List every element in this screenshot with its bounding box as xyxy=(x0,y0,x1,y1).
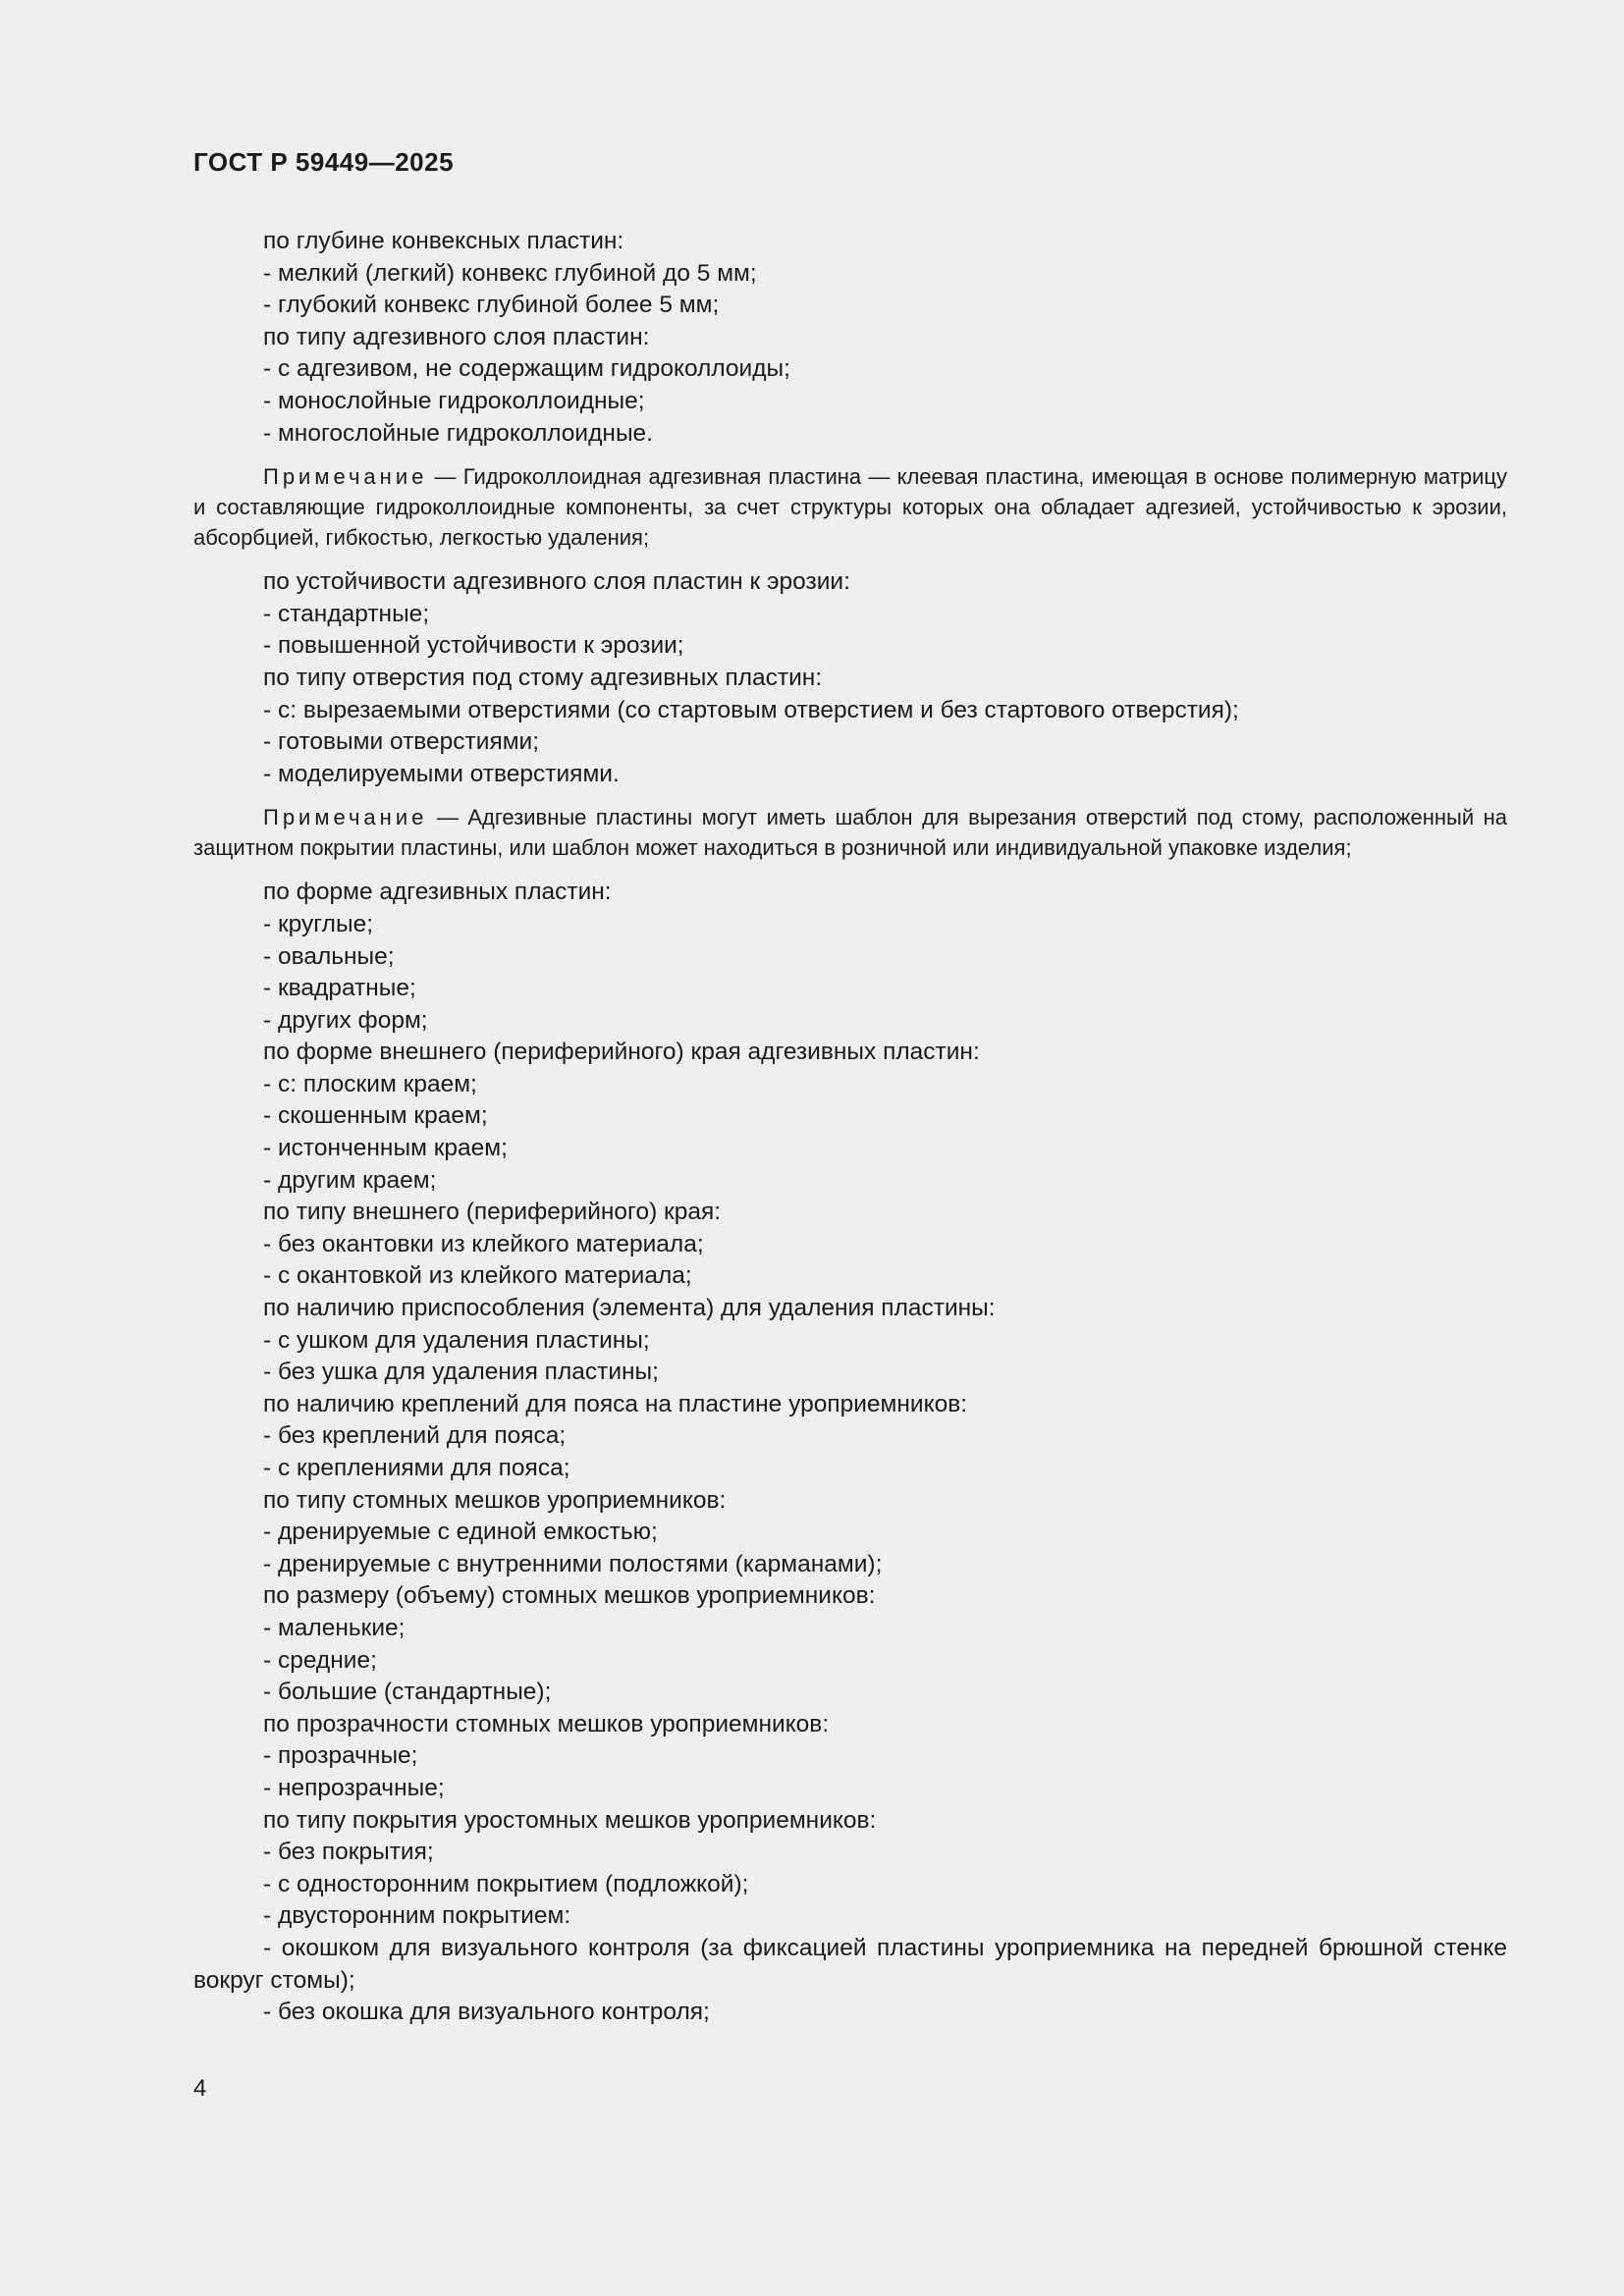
list-item: по типу адгезивного слоя пластин: xyxy=(263,323,650,350)
list-item: - многослойные гидроколлоидные. xyxy=(263,419,653,447)
list-item: - круглые; xyxy=(263,910,374,937)
list-item: - прозрачные; xyxy=(263,1742,418,1770)
list-item: по устойчивости адгезивного слоя пластин к эрозии: xyxy=(263,568,850,596)
list-item: - без покрытия; xyxy=(263,1839,434,1866)
note-text: — Гидроколлоидная адгезивная пластина — клеевая пластина, имеющая в основе полимерную матрицу и составляющие гидроколлоидные компоненты, за счет структуры которых она обладает адгезией, устойчивостью к эрозии, абсорбцией, гибкостью, легкостью удаления; xyxy=(193,464,1507,551)
classification-list-erosion-openings xyxy=(193,566,1507,790)
list-item: - стандартные; xyxy=(263,600,430,627)
document-body xyxy=(193,226,1507,2029)
list-item: - повышенной устойчивости к эрозии; xyxy=(263,632,684,660)
list-item: - с: плоским краем; xyxy=(263,1070,477,1097)
list-item: по глубине конвексных пластин: xyxy=(263,228,624,254)
list-item: - непрозрачные; xyxy=(263,1774,445,1801)
note-text: — Адгезивные пластины могут иметь шаблон для вырезания отверстий под стому, расположенный на защитном покрытии пластины, или шаблон может находиться в розничной или индивидуальной упаковке изделия; xyxy=(193,805,1507,861)
list-item: по типу внешнего (периферийного) края: xyxy=(263,1199,722,1226)
list-item: - с: вырезаемыми отверстиями (со стартовым отверстием и без стартового отверстия); xyxy=(263,696,1239,723)
list-item: - монослойные гидроколлоидные; xyxy=(263,387,645,414)
list-item: - других форм; xyxy=(263,1006,428,1034)
list-item: - квадратные; xyxy=(263,975,416,1002)
classification-list-shape-bags xyxy=(193,877,1507,1933)
list-item: - с ушком для удаления пластины; xyxy=(263,1326,650,1354)
list-item: - большие (стандартные); xyxy=(263,1679,552,1706)
list-item: по форме внешнего (периферийного) края адгезивных пластин: xyxy=(263,1039,980,1066)
list-item: - скошенным краем; xyxy=(263,1102,488,1130)
list-item: - двусторонним покрытием: xyxy=(263,1902,571,1930)
list-item: - моделируемыми отверстиями. xyxy=(263,760,620,787)
document-header: ГОСТ Р 59449—2025 xyxy=(193,147,455,177)
list-item: - средние; xyxy=(263,1646,377,1674)
list-item: - с креплениями для пояса; xyxy=(263,1455,570,1481)
list-item: - дренируемые с единой емкостью; xyxy=(263,1519,658,1546)
page-number: 4 xyxy=(193,2075,207,2102)
note-template xyxy=(193,802,1507,863)
list-item: - мелкий (легкий) конвекс глубиной до 5 мм; xyxy=(263,259,757,287)
list-item: - дренируемые с внутренними полостями (карманами); xyxy=(263,1550,883,1577)
list-item: - без ушка для удаления пластины; xyxy=(263,1359,659,1386)
list-item-no-window: - без окошка для визуального контроля; xyxy=(263,1999,710,2026)
list-item: по наличию приспособления (элемента) для удаления пластины: xyxy=(263,1295,996,1322)
list-item: - готовыми отверстиями; xyxy=(263,728,540,756)
note-label: Примечание xyxy=(263,805,428,830)
list-item: - с односторонним покрытием (подложкой); xyxy=(263,1870,749,1897)
list-item: по прозрачности стомных мешков уроприемников: xyxy=(263,1710,830,1737)
list-item: - маленькие; xyxy=(263,1614,406,1641)
list-item: - с адгезивом, не содержащим гидроколлоиды; xyxy=(263,355,790,383)
list-item: - без креплений для пояса; xyxy=(263,1422,567,1450)
note-label: Примечание xyxy=(263,464,428,490)
list-item: по типу покрытия уростомных мешков уроприемников: xyxy=(263,1806,877,1834)
list-item: по форме адгезивных пластин: xyxy=(263,879,612,906)
list-item: по типу стомных мешков уроприемников: xyxy=(263,1486,727,1514)
list-item: - другим краем; xyxy=(263,1166,437,1194)
list-item: - овальные; xyxy=(263,942,395,970)
list-item: - с окантовкой из клейкого материала; xyxy=(263,1262,692,1290)
list-item: по типу отверстия под стому адгезивных пластин: xyxy=(263,664,823,691)
list-item: - истонченным краем; xyxy=(263,1135,508,1162)
list-item: - без окантовки из клейкого материала; xyxy=(263,1230,704,1257)
list-item: - глубокий конвекс глубиной более 5 мм; xyxy=(263,292,720,319)
list-item: по наличию креплений для пояса на пластине уроприемников: xyxy=(263,1390,968,1417)
note-hydrocolloid xyxy=(193,461,1507,553)
classification-list-depth-adhesive xyxy=(193,226,1507,450)
list-item: по размеру (объему) стомных мешков уроприемников: xyxy=(263,1582,876,1610)
list-item-window: - окошком для визуального контроля (за фиксацией пластины уроприемника на передней брюшной стенке вокруг стомы); xyxy=(193,1934,1507,1994)
